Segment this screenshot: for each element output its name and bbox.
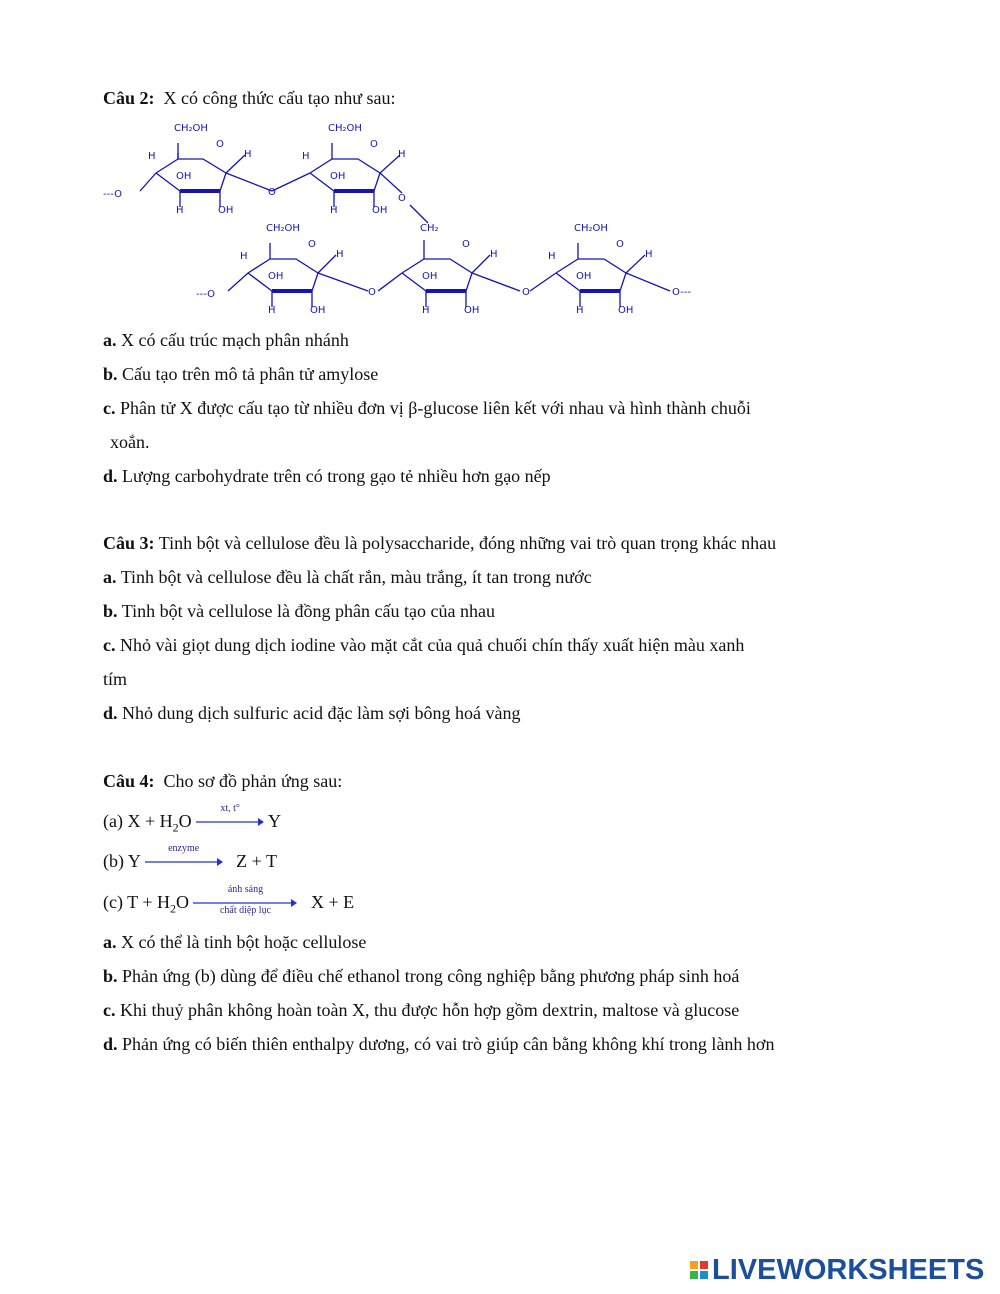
ring3-h3-label: H: [268, 305, 276, 316]
ring3-o-label: O: [308, 239, 316, 250]
q2-option-a-letter: a.: [103, 330, 117, 350]
reaction-c-right: X + E: [310, 892, 355, 912]
q3-option-c-text: Nhỏ vài giọt dung dịch iodine vào mặt cắt của quả chuối chín thấy xuất hiện màu xanh: [120, 635, 745, 655]
reaction-b-arrow: [145, 843, 223, 867]
q4-option-c-letter: c.: [103, 1000, 116, 1020]
reaction-a-arrow: [196, 803, 264, 827]
ring2-h3-label: H: [330, 205, 338, 216]
reaction-b: [103, 843, 277, 872]
q2-option-c-cont: xoắn.: [110, 432, 150, 452]
reaction-c-condition-below: chất diệp lục: [219, 905, 272, 916]
ring5-oh2-label: OH: [618, 305, 634, 316]
q4-option-c-text: Khi thuỷ phân không hoàn toàn X, thu được hỗn hợp gồm dextrin, maltose và glucose: [120, 1000, 740, 1020]
reaction-a-sub: 2: [172, 820, 179, 835]
ring5-ch2oh-label: CH₂OH: [574, 223, 608, 234]
ring1-h2-label: H: [244, 149, 252, 160]
logo-mark-icon: [690, 1261, 708, 1279]
ring1-h-label: H: [148, 151, 156, 162]
ring1-ch2oh-label: CH₂OH: [174, 123, 208, 134]
reaction-c-left: (c) T + H: [103, 892, 170, 912]
q3-option-b-letter: b.: [103, 601, 118, 621]
link4-o-label: O: [522, 287, 530, 298]
q3-option-b-text: Tinh bột và cellulose là đồng phân cấu tạo của nhau: [121, 601, 495, 621]
reaction-c-sub: 2: [169, 901, 176, 916]
reaction-c-condition-above: ánh sáng: [227, 884, 264, 895]
ring2-h2-label: H: [398, 149, 406, 160]
reaction-a: [103, 803, 281, 839]
ring4-h2-label: H: [422, 305, 430, 316]
ring1-h3-label: H: [176, 205, 184, 216]
reaction-a-right: Y: [267, 811, 281, 831]
ring5-h2-label: H: [645, 249, 653, 260]
ring4-oh2-label: OH: [464, 305, 480, 316]
q4-option-a-text: X có thể là tinh bột hoặc cellulose: [121, 932, 367, 952]
reaction-b-left: (b) Y: [103, 851, 141, 871]
reaction-c: [103, 884, 355, 920]
ring2-oh-label: OH: [330, 171, 346, 182]
q3-option-d-text: Nhỏ dung dịch sulfuric acid đặc làm sợi bông hoá vàng: [122, 703, 521, 723]
ring3-h-label: H: [240, 251, 248, 262]
q2-option-b-text: Cấu tạo trên mô tả phân tử amylose: [122, 364, 379, 384]
arrow-right-icon: [145, 857, 223, 867]
ring5-o-label: O: [616, 239, 624, 250]
q2-option-c: [103, 397, 751, 419]
q3-stem: Tinh bột và cellulose đều là polysaccharide, đóng những vai trò quan trọng khác nhau: [158, 533, 777, 553]
q4-option-d: [103, 1033, 774, 1055]
amylopectin-structure: [100, 115, 720, 320]
q4-option-b-text: Phản ứng (b) dùng để điều chế ethanol trong công nghiệp bằng phương pháp sinh hoá: [122, 966, 740, 986]
reaction-b-right: Z + T: [236, 851, 277, 871]
chain-end-right: O---: [672, 287, 691, 298]
q4-option-a: [103, 931, 366, 953]
q3-option-c-cont: tím: [103, 669, 128, 689]
q4-option-b-letter: b.: [103, 966, 118, 986]
ring3-ch2oh-label: CH₂OH: [266, 223, 300, 234]
ring4-h-label: H: [490, 249, 498, 260]
q4-heading: [103, 770, 342, 792]
q3-option-a: [103, 566, 592, 588]
q3-option-a-text: Tinh bột và cellulose đều là chất rắn, màu trắng, ít tan trong nước: [120, 567, 592, 587]
ring4-ch2-label: CH₂: [420, 223, 439, 234]
q3-option-d: [103, 702, 520, 724]
q3-label: Câu 3:: [103, 533, 155, 553]
q4-option-b: [103, 965, 739, 987]
q4-option-d-letter: d.: [103, 1034, 118, 1054]
ring3-h2-label: H: [336, 249, 344, 260]
reaction-c-arrow: [193, 884, 297, 916]
ring2-oh2-label: OH: [372, 205, 388, 216]
liveworksheets-logo[interactable]: [690, 1253, 984, 1287]
q2-option-b-letter: b.: [103, 364, 118, 384]
q2-label: Câu 2:: [103, 88, 155, 108]
q4-option-a-letter: a.: [103, 932, 117, 952]
q2-option-b: [103, 363, 378, 385]
link1-o-label: O: [268, 187, 276, 198]
chain-end-left-1: ---O: [103, 189, 122, 200]
q2-option-d-letter: d.: [103, 466, 118, 486]
ring1-oh2-label: OH: [218, 205, 234, 216]
ring2-h-label: H: [302, 151, 310, 162]
ring3-oh-label: OH: [268, 271, 284, 282]
q3-option-b: [103, 600, 495, 622]
ring4-oh-label: OH: [422, 271, 438, 282]
ring2-o-label: O: [370, 139, 378, 150]
q3-option-c: [103, 634, 744, 656]
q2-option-c-text: Phân tử X được cấu tạo từ nhiều đơn vị β-glucose liên kết với nhau và hình thành chuỗi: [120, 398, 751, 418]
ring5-h-label: H: [548, 251, 556, 262]
reaction-a-left: (a) X + H: [103, 811, 173, 831]
ring5-h3-label: H: [576, 305, 584, 316]
q2-option-d-text: Lượng carbohydrate trên có trong gạo tẻ nhiều hơn gạo nếp: [122, 466, 551, 486]
ring2-ch2oh-label: CH₂OH: [328, 123, 362, 134]
q2-heading: [103, 87, 395, 109]
link2-o-label: O: [398, 193, 406, 204]
ring1-oh-label: OH: [176, 171, 192, 182]
reaction-b-condition: enzyme: [168, 843, 200, 854]
q3-option-d-letter: d.: [103, 703, 118, 723]
q2-option-c-letter: c.: [103, 398, 116, 418]
ring4-o-label: O: [462, 239, 470, 250]
q4-label: Câu 4:: [103, 771, 155, 791]
q4-option-d-text: Phản ứng có biến thiên enthalpy dương, có vai trò giúp cân bằng không khí trong lành hơn: [122, 1034, 775, 1054]
chain-end-left-2: ---O: [196, 289, 215, 300]
link3-o-label: O: [368, 287, 376, 298]
arrow-right-icon: [196, 817, 264, 827]
ring5-oh-label: OH: [576, 271, 592, 282]
reaction-a-condition: xt, t°: [220, 803, 240, 814]
q4-stem: Cho sơ đồ phản ứng sau:: [163, 771, 343, 791]
q2-option-d: [103, 465, 551, 487]
reaction-a-left2: O: [178, 811, 192, 831]
q3-heading: [103, 532, 776, 554]
reaction-c-left2: O: [175, 892, 189, 912]
q3-option-a-letter: a.: [103, 567, 117, 587]
q2-option-a: [103, 329, 349, 351]
logo-wordmark: LIVEWORKSHEETS: [712, 1253, 985, 1286]
q4-option-c: [103, 999, 739, 1021]
ring1-o-label: O: [216, 139, 224, 150]
q2-stem: X có công thức cấu tạo như sau:: [163, 88, 396, 108]
q3-option-c-letter: c.: [103, 635, 116, 655]
q2-option-a-text: X có cấu trúc mạch phân nhánh: [121, 330, 349, 350]
ring3-oh2-label: OH: [310, 305, 326, 316]
